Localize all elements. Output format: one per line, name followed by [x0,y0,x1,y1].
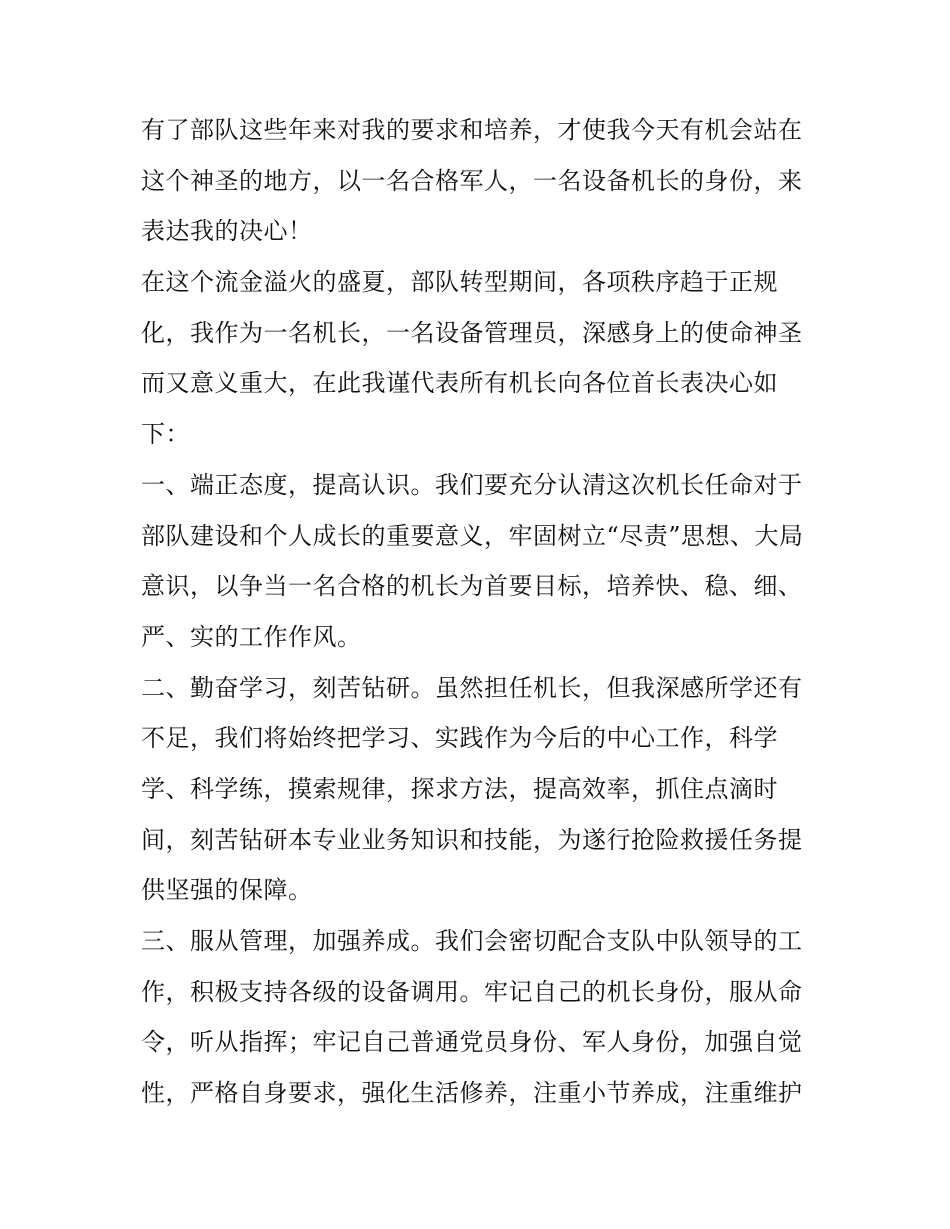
text-line: 供坚强的保障。 [141,876,313,905]
text-line: 化，我作为一名机长，一名设备管理员，深感身上的使命神圣 [141,318,803,347]
text-line: 令，听从指挥；牢记自己普通党员身份、军人身份，加强自觉 [141,1028,803,1057]
text-line: 一、端正态度，提高认识。我们要充分认清这次机长任命对于 [141,470,803,499]
text-line: 学、科学练，摸索规律，探求方法，提高效率，抓住点滴时 [141,774,778,803]
text-line: 有了部队这些年来对我的要求和培养，才使我今天有机会站在 [141,116,803,144]
text-line: 这个神圣的地方，以一名合格军人，一名设备机长的身份，来 [141,166,803,195]
text-line: 不足，我们将始终把学习、实践作为今后的中心工作，科学 [141,724,778,753]
document-body [141,105,816,1119]
text-line: 表达我的决心！ [141,217,313,246]
text-line: 下： [141,420,190,449]
text-line: 而又意义重大，在此我谨代表所有机长向各位首长表决心如 [141,369,778,398]
text-line: 作，积极支持各级的设备调用。牢记自己的机长身份，服从命 [141,977,803,1006]
text-line: 性，严格自身要求，强化生活修养，注重小节养成，注重维护 [141,1079,803,1108]
text-line: 意识，以争当一名合格的机长为首要目标，培养快、稳、细、 [141,572,803,601]
text-line: 二、勤奋学习，刻苦钻研。虽然担任机长，但我深感所学还有 [141,673,803,702]
text-line: 严、实的工作作风。 [141,622,362,651]
text-line: 三、服从管理，加强养成。我们会密切配合支队中队领导的工 [141,927,803,955]
text-line: 在这个流金溢火的盛夏，部队转型期间，各项秩序趋于正规 [141,268,778,297]
text-line: 间，刻苦钻研本专业业务知识和技能，为遂行抢险救援任务提 [141,825,803,854]
text-line: 部队建设和个人成长的重要意义，牢固树立“尽责”思想、大局 [141,521,804,550]
